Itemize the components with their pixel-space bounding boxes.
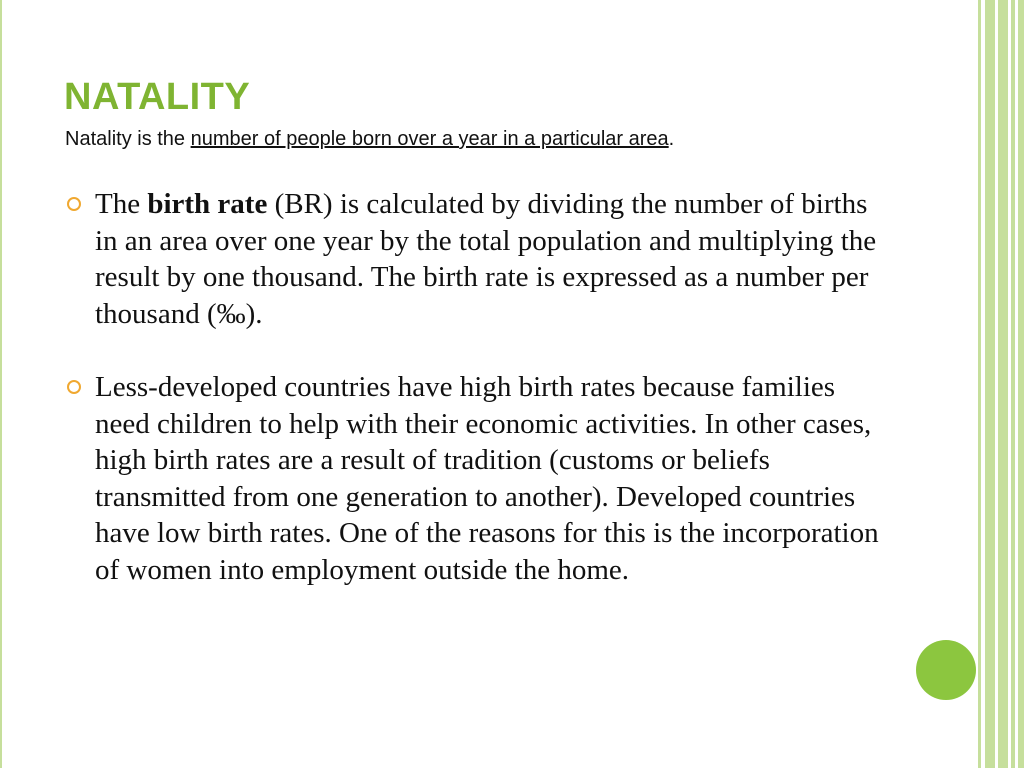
slide-subtitle xyxy=(65,128,674,151)
decorative-stripe xyxy=(998,0,1008,768)
subtitle-prefix: Natality is the xyxy=(65,128,191,150)
decorative-stripe xyxy=(978,0,981,768)
ring-bullet-icon xyxy=(67,380,81,394)
bullet-text-after: (BR) is calculated by dividing the number of births in an area over one year by the total population and multiplying the result by one thousand. The birth rate is expressed as a number per thousand (‰). xyxy=(95,188,877,330)
subtitle-definition: number of people born over a year in a particular area xyxy=(190,128,669,150)
ring-bullet-icon xyxy=(67,197,81,211)
bullet-item-countries xyxy=(64,369,884,588)
bullet-item-birth-rate xyxy=(64,186,884,332)
bullet-text: Less-developed countries have high birth rates because families need children to help with their economic activities. In other cases, high birth rates are a result of tradition (customs or beliefs transmitted from one generation to another). Developed countries have low birth rates. One of the reasons for this is the incorporation of women into employment outside the home. xyxy=(95,371,879,586)
slide-title: NATALITY xyxy=(64,76,251,118)
decorative-stripe xyxy=(985,0,995,768)
decorative-stripe xyxy=(1011,0,1015,768)
subtitle-suffix: . xyxy=(668,128,675,150)
bullet-term: birth rate xyxy=(147,188,268,220)
bullet-text-before: The xyxy=(95,188,148,220)
bullet-list xyxy=(64,186,884,588)
decorative-stripe xyxy=(1018,0,1024,768)
green-circle-icon xyxy=(916,640,976,700)
